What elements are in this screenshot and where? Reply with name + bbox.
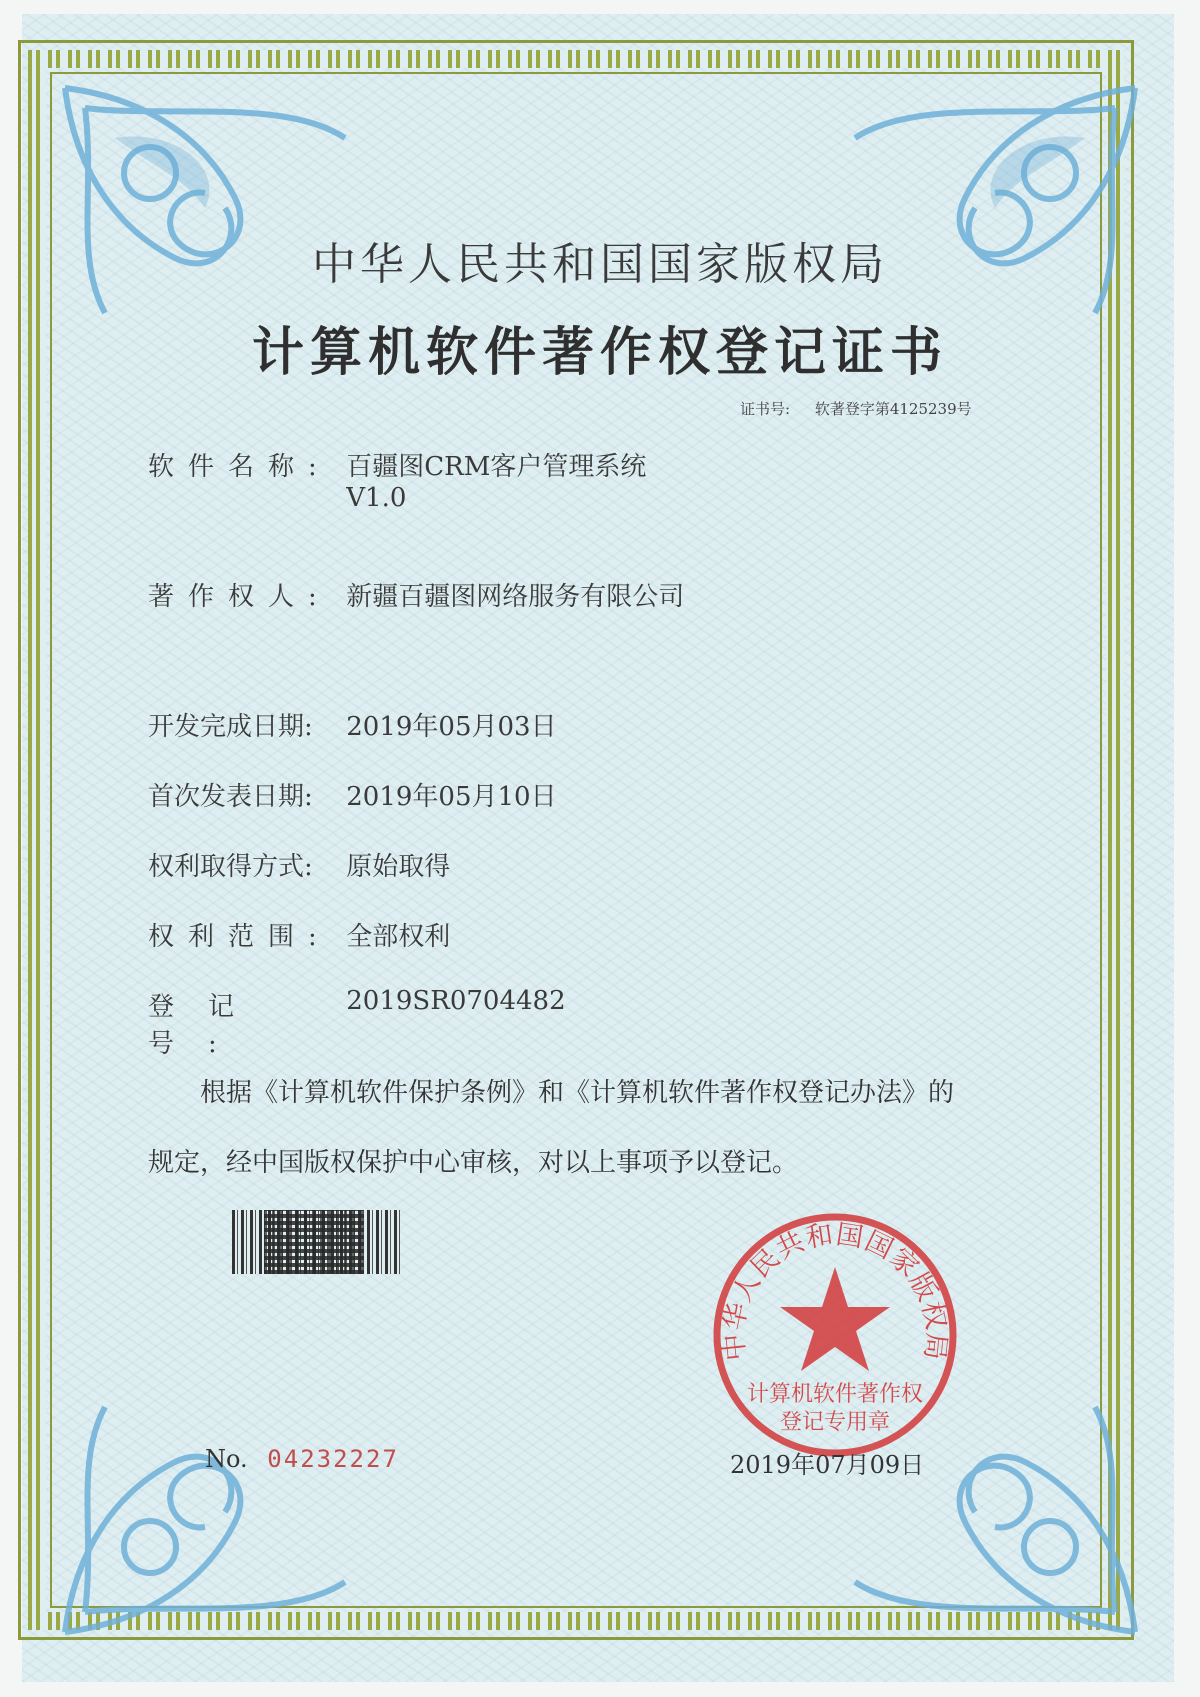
registration-no-value: 2019SR0704482 bbox=[346, 986, 566, 1016]
statement-line-2: 规定，经中国版权保护中心审核，对以上事项予以登记。 bbox=[148, 1148, 799, 1178]
certificate-title: 计算机软件著作权登记证书 bbox=[251, 322, 948, 383]
serial-prefix: No. bbox=[205, 1445, 248, 1473]
field-software-name bbox=[148, 446, 646, 513]
serial-value: 04232227 bbox=[267, 1445, 399, 1473]
official-seal bbox=[705, 1205, 965, 1465]
field-acquisition-method bbox=[148, 846, 450, 883]
software-name-value: 百疆图CRM客户管理系统 bbox=[346, 452, 647, 482]
field-rights-scope bbox=[148, 916, 450, 953]
software-version: V1.0 bbox=[346, 483, 407, 513]
first-publish-date-value: 2019年05月10日 bbox=[346, 782, 557, 812]
certificate-number-label: 证书号: bbox=[740, 400, 791, 418]
rights-scope-value: 全部权利 bbox=[346, 922, 451, 952]
registration-no-label: 登记号: bbox=[148, 992, 269, 1059]
field-completion-date bbox=[148, 706, 557, 743]
serial-number bbox=[205, 1445, 399, 1473]
field-copyright-holder bbox=[148, 576, 684, 613]
first-publish-date-label: 首次发表日期: bbox=[148, 782, 313, 812]
field-registration-no bbox=[148, 986, 566, 1060]
statement-paragraph bbox=[148, 1058, 1068, 1198]
seal-inner-line-1: 计算机软件著作权 bbox=[746, 1382, 924, 1407]
qr-code-image bbox=[264, 1210, 364, 1274]
barcode-image bbox=[232, 1210, 400, 1274]
completion-date-label: 开发完成日期: bbox=[148, 712, 313, 742]
statement-line-1: 根据《计算机软件保护条例》和《计算机软件著作权登记办法》的 bbox=[200, 1078, 955, 1108]
seal-inner-line-2: 登记专用章 bbox=[779, 1410, 891, 1435]
issue-date: 2019年07月09日 bbox=[730, 1451, 925, 1479]
certificate-number bbox=[740, 398, 972, 419]
copyright-holder-label: 著作权人: bbox=[148, 582, 331, 612]
rights-scope-label: 权利范围: bbox=[148, 922, 331, 952]
field-first-publish-date bbox=[148, 776, 557, 813]
software-name-label: 软件名称: bbox=[148, 452, 331, 482]
acquisition-method-label: 权利取得方式: bbox=[148, 852, 313, 882]
acquisition-method-value: 原始取得 bbox=[346, 852, 451, 882]
copyright-holder-value: 新疆百疆图网络服务有限公司 bbox=[346, 582, 685, 612]
seal-star-icon bbox=[780, 1267, 890, 1371]
seal-outer-text: 中华人民共和国国家版权局 bbox=[718, 1219, 952, 1363]
completion-date-value: 2019年05月03日 bbox=[346, 712, 557, 742]
issuing-authority: 中华人民共和国国家版权局 bbox=[312, 239, 888, 290]
certificate-number-value: 软著登字第4125239号 bbox=[814, 400, 972, 418]
